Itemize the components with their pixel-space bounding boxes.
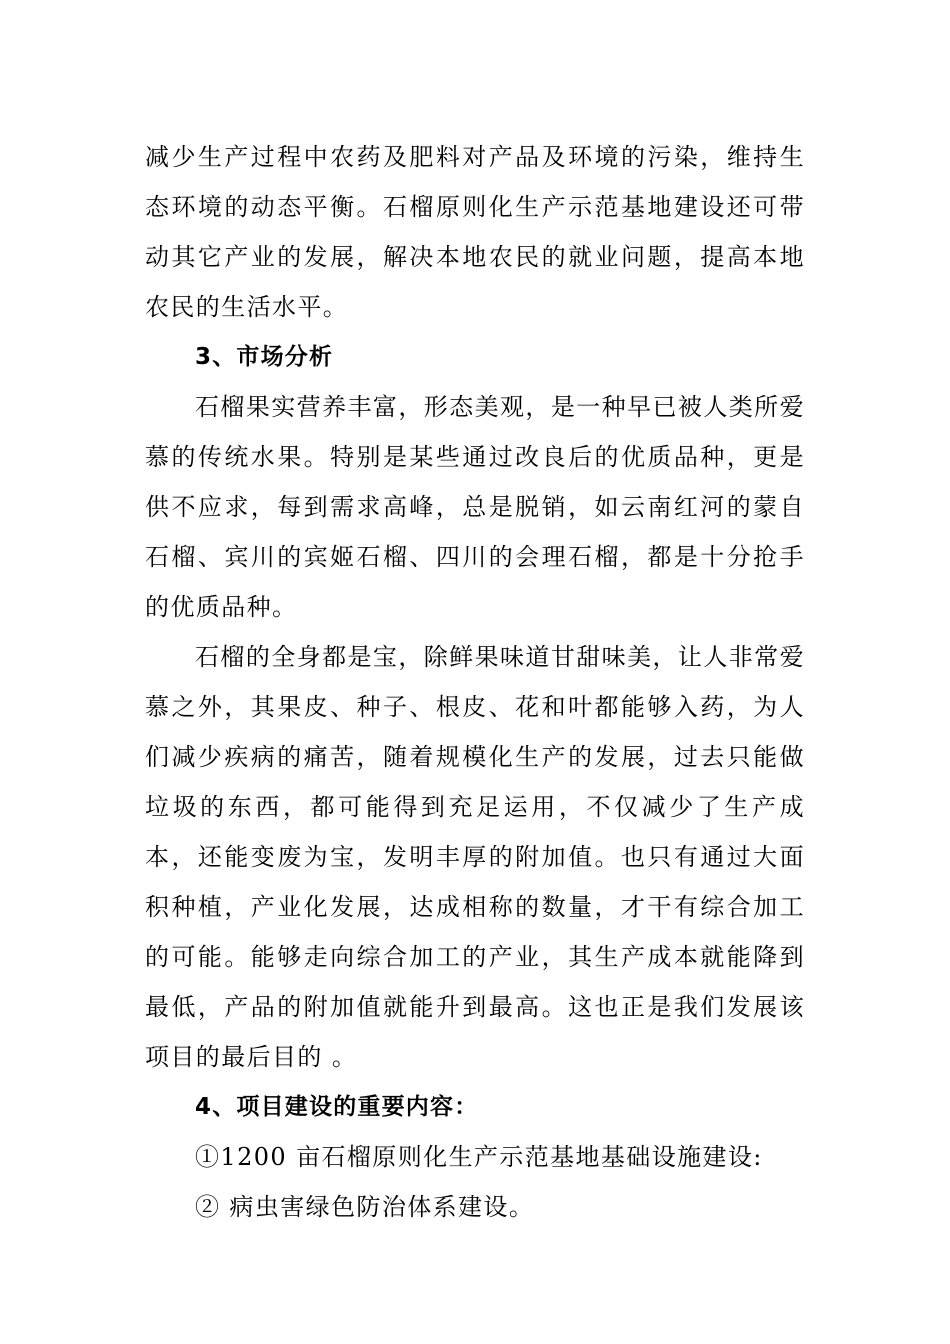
market-paragraph-2: 石榴的全身都是宝，除鲜果味道甘甜味美，让人非常爱慕之外，其果皮、种子、根皮、花和叶都能够入药，为人们减少疾病的痛苦，随着规模化生产的发展，过去只能做垃圾的东西，都可能得到充足运用，不仅减少了生产成本，还能变废为宝，发明丰厚的附加值。也只有通过大面积种植，产业化发展，达成相称的数量，才干有综合加工的可能。能够走向综合加工的产业，其生产成本就能降到最低，产品的附加值就能升到最高。这也正是我们发展该项目的最后目的 。 (145, 643, 805, 1071)
market-paragraph-1: 石榴果实营养丰富，形态美观，是一种早已被人类所爱慕的传统水果。特别是某些通过改良后的优质品种，更是供不应求，每到需求高峰，总是脱销，如云南红河的蒙自石榴、宾川的宾姬石榴、四川的会理石榴，都是十分抢手的优质品种。 (145, 393, 805, 621)
section-heading-project-content: 4、项目建设的重要内容： (195, 1094, 479, 1120)
document-page (145, 132, 805, 1232)
intro-paragraph: 减少生产过程中农药及肥料对产品及环境的污染，维持生态环境的动态平衡。石榴原则化生产示范基地建设还可带动其它产业的发展，解决本地农民的就业问题，提高本地农民的生活水平。 (145, 143, 805, 321)
list-item-1: ①1200 亩石榴原则化生产示范基地基础设施建设: (195, 1143, 763, 1171)
section-heading-market-analysis: 3、市场分析 (195, 344, 334, 370)
list-item-2: ② 病虫害绿色防治体系建设。 (195, 1193, 535, 1221)
